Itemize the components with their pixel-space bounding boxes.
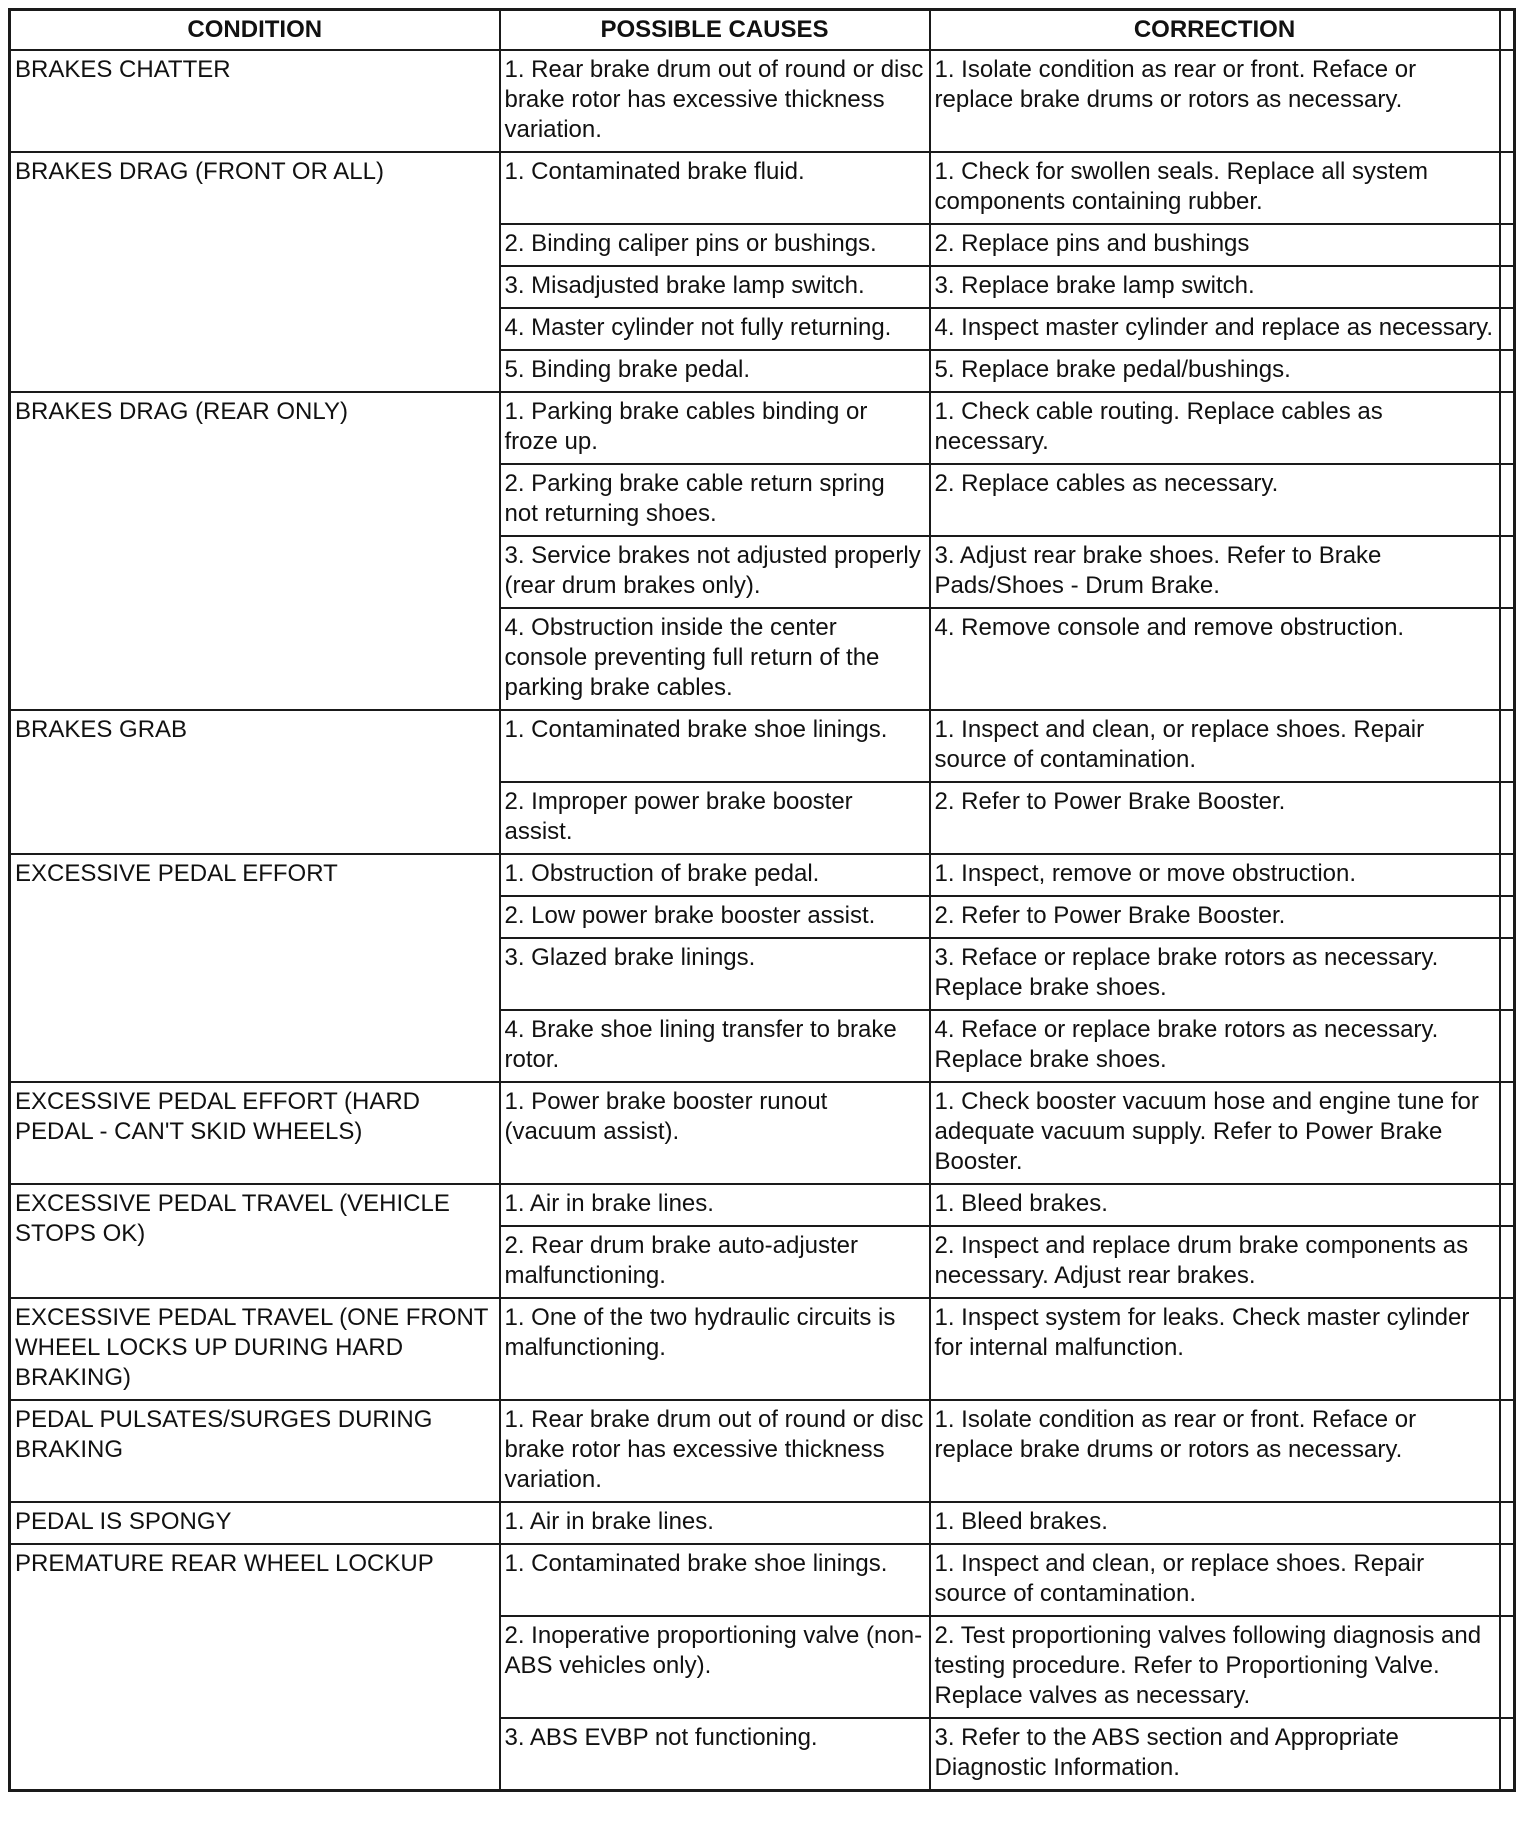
right-gutter [1500,392,1515,464]
correction-cell: 2. Refer to Power Brake Booster. [930,782,1500,854]
right-gutter [1500,1400,1515,1502]
condition-cell: BRAKES DRAG (REAR ONLY) [10,392,500,710]
right-gutter [1500,1544,1515,1616]
correction-cell: 1. Check cable routing. Replace cables as necessary. [930,392,1500,464]
cause-cell: 1. Rear brake drum out of round or disc brake rotor has excessive thickness variation. [500,1400,930,1502]
table-row [10,1082,1515,1184]
cause-cell: 3. Misadjusted brake lamp switch. [500,266,930,308]
correction-cell: 3. Replace brake lamp switch. [930,266,1500,308]
right-gutter [1500,266,1515,308]
correction-cell: 3. Refer to the ABS section and Appropriate Diagnostic Information. [930,1718,1500,1791]
cause-cell: 1. Parking brake cables binding or froze up. [500,392,930,464]
right-gutter [1500,350,1515,392]
cause-cell: 1. Power brake booster runout (vacuum assist). [500,1082,930,1184]
diagnosis-table [8,8,1516,1792]
cause-cell: 4. Brake shoe lining transfer to brake rotor. [500,1010,930,1082]
header-correction: CORRECTION [930,10,1500,51]
correction-cell: 1. Check for swollen seals. Replace all system components containing rubber. [930,152,1500,224]
right-gutter [1500,50,1515,152]
right-gutter [1500,1298,1515,1400]
correction-cell: 1. Bleed brakes. [930,1184,1500,1226]
cause-cell: 3. Service brakes not adjusted properly (rear drum brakes only). [500,536,930,608]
cause-cell: 2. Improper power brake booster assist. [500,782,930,854]
cause-cell: 2. Low power brake booster assist. [500,896,930,938]
correction-cell: 5. Replace brake pedal/bushings. [930,350,1500,392]
correction-cell: 2. Refer to Power Brake Booster. [930,896,1500,938]
cause-cell: 2. Inoperative proportioning valve (non-ABS vehicles only). [500,1616,930,1718]
right-gutter [1500,152,1515,224]
right-gutter [1500,1082,1515,1184]
correction-cell: 1. Inspect, remove or move obstruction. [930,854,1500,896]
right-gutter [1500,1010,1515,1082]
table-row [10,152,1515,224]
diagnosis-table-sheet [8,8,1516,1792]
table-row [10,1184,1515,1226]
cause-cell: 5. Binding brake pedal. [500,350,930,392]
cause-cell: 3. Glazed brake linings. [500,938,930,1010]
cause-cell: 1. Contaminated brake fluid. [500,152,930,224]
cause-cell: 3. ABS EVBP not functioning. [500,1718,930,1791]
right-gutter [1500,938,1515,1010]
correction-cell: 1. Inspect and clean, or replace shoes. Repair source of contamination. [930,710,1500,782]
table-row [10,1400,1515,1502]
cause-cell: 1. One of the two hydraulic circuits is malfunctioning. [500,1298,930,1400]
condition-cell: BRAKES DRAG (FRONT OR ALL) [10,152,500,392]
table-row [10,50,1515,152]
correction-cell: 2. Inspect and replace drum brake components as necessary. Adjust rear brakes. [930,1226,1500,1298]
cause-cell: 1. Air in brake lines. [500,1502,930,1544]
correction-cell: 1. Isolate condition as rear or front. Reface or replace brake drums or rotors as necessary. [930,50,1500,152]
cause-cell: 1. Rear brake drum out of round or disc brake rotor has excessive thickness variation. [500,50,930,152]
header-condition: CONDITION [10,10,500,51]
condition-cell: PEDAL IS SPONGY [10,1502,500,1544]
condition-cell: EXCESSIVE PEDAL TRAVEL (VEHICLE STOPS OK) [10,1184,500,1298]
cause-cell: 2. Binding caliper pins or bushings. [500,224,930,266]
right-gutter [1500,1184,1515,1226]
table-row [10,392,1515,464]
cause-cell: 1. Contaminated brake shoe linings. [500,710,930,782]
cause-cell: 2. Rear drum brake auto-adjuster malfunctioning. [500,1226,930,1298]
condition-cell: EXCESSIVE PEDAL TRAVEL (ONE FRONT WHEEL LOCKS UP DURING HARD BRAKING) [10,1298,500,1400]
table-row [10,1298,1515,1400]
table-row [10,854,1515,896]
cause-cell: 4. Master cylinder not fully returning. [500,308,930,350]
table-row [10,1502,1515,1544]
correction-cell: 4. Remove console and remove obstruction. [930,608,1500,710]
correction-cell: 2. Replace pins and bushings [930,224,1500,266]
right-gutter [1500,464,1515,536]
right-gutter [1500,896,1515,938]
table-body [10,50,1515,1791]
correction-cell: 1. Isolate condition as rear or front. Reface or replace brake drums or rotors as necessary. [930,1400,1500,1502]
condition-cell: EXCESSIVE PEDAL EFFORT (HARD PEDAL - CAN'T SKID WHEELS) [10,1082,500,1184]
header-possible-causes: POSSIBLE CAUSES [500,10,930,51]
right-gutter [1500,308,1515,350]
right-gutter [1500,782,1515,854]
right-gutter [1500,536,1515,608]
table-row [10,1544,1515,1616]
right-gutter [1500,10,1515,51]
cause-cell: 1. Air in brake lines. [500,1184,930,1226]
correction-cell: 2. Test proportioning valves following diagnosis and testing procedure. Refer to Proportioning Valve. Replace valves as necessary. [930,1616,1500,1718]
condition-cell: EXCESSIVE PEDAL EFFORT [10,854,500,1082]
condition-cell: PREMATURE REAR WHEEL LOCKUP [10,1544,500,1791]
cause-cell: 4. Obstruction inside the center console preventing full return of the parking brake cables. [500,608,930,710]
cause-cell: 1. Contaminated brake shoe linings. [500,1544,930,1616]
right-gutter [1500,710,1515,782]
correction-cell: 3. Reface or replace brake rotors as necessary. Replace brake shoes. [930,938,1500,1010]
right-gutter [1500,224,1515,266]
correction-cell: 3. Adjust rear brake shoes. Refer to Brake Pads/Shoes - Drum Brake. [930,536,1500,608]
correction-cell: 1. Inspect and clean, or replace shoes. Repair source of contamination. [930,1544,1500,1616]
right-gutter [1500,1502,1515,1544]
correction-cell: 4. Reface or replace brake rotors as necessary. Replace brake shoes. [930,1010,1500,1082]
cause-cell: 2. Parking brake cable return spring not returning shoes. [500,464,930,536]
right-gutter [1500,608,1515,710]
correction-cell: 4. Inspect master cylinder and replace as necessary. [930,308,1500,350]
correction-cell: 1. Inspect system for leaks. Check master cylinder for internal malfunction. [930,1298,1500,1400]
header-row [10,10,1515,51]
cause-cell: 1. Obstruction of brake pedal. [500,854,930,896]
right-gutter [1500,1718,1515,1791]
correction-cell: 1. Check booster vacuum hose and engine tune for adequate vacuum supply. Refer to Power Brake Booster. [930,1082,1500,1184]
right-gutter [1500,854,1515,896]
correction-cell: 2. Replace cables as necessary. [930,464,1500,536]
condition-cell: BRAKES GRAB [10,710,500,854]
condition-cell: BRAKES CHATTER [10,50,500,152]
right-gutter [1500,1226,1515,1298]
right-gutter [1500,1616,1515,1718]
table-row [10,710,1515,782]
condition-cell: PEDAL PULSATES/SURGES DURING BRAKING [10,1400,500,1502]
correction-cell: 1. Bleed brakes. [930,1502,1500,1544]
